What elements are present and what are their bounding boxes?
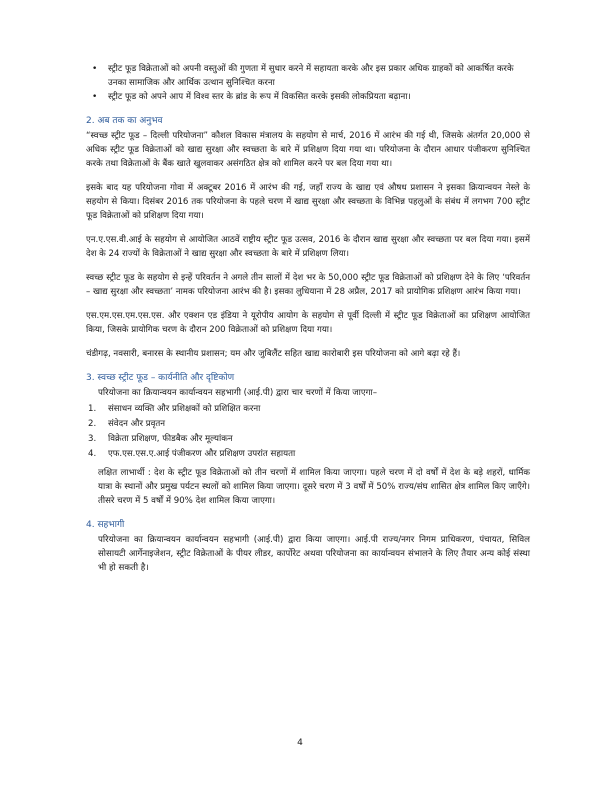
section-2-paragraph-5: एस.एम.एस.एम.एस.एस. और एक्शन एड इंडिया ने यूरोपीय आयोग के सहयोग से पूर्वी दिल्ली में स्ट्रीट फूड विक्रेताओं का प्रशिक्षण आयोजित किया, जिसके प्रायोगिक चरण के दौरान 200 विक्रेताओं को प्रशिक्षण दिया गया। [86,311,530,335]
bullet-dot-icon: • [92,92,98,102]
page-number: 4 [297,738,303,748]
section-2-paragraph-4: स्वच्छ स्ट्रीट फूड के सहयोग से इन्हें परिवर्तन ने अगले तीन सालों में देश भर के 50,000 स्ट्रीट फूड विक्रेताओं को प्रशिक्षण देने के लिए ‘परिवर्तन – खाद्य सुरक्षा और स्वच्छता’ नामक परियोजना आरंभ की है। इसका लुधियाना में 28 अप्रैल, 2017 को प्रायोगिक प्रशिक्षण आरंभ किया गया। [86,273,530,297]
bullet-dot-icon: • [92,64,98,74]
section-4-paragraph: परियोजना का क्रियान्वयन कार्यान्वयन सहभागी (आई.पी) द्वारा किया जाएगा। आई.पी राज्य/नगर निगम प्राधिकरण, पंचायत, सिविल सोसायटी आर्गेनाइजेशन, स्ट्रीट विक्रेताओं के पीयर लीडर, कार्पोरेट अथवा परियोजना का कार्यान्वयन संभालने के लिए तैयार अन्य कोई संस्था भी हो सकती है। [98,535,530,573]
section-2-paragraph-6: चंडीगढ़, नवसारी, बनारस के स्थानीय प्रशासन; यम और जुबिलैंट सहित खाद्य कारोबारी इस परियोजना को आगे बढ़ा रहे हैं। [86,349,461,359]
step-item: 1. संसाधन व्यक्ति और प्रशिक्षकों को प्रशिक्षित करना [88,404,261,414]
section-2-paragraph-1: “स्वच्छ स्ट्रीट फूड – दिल्ली परियोजना” कौशल विकास मंत्रालय के सहयोग से मार्च, 2016 में आरंभ की गई थी, जिसके अंतर्गत 20,000 से अधिक स्ट्रीट फूड विक्रेताओं को खाद्य सुरक्षा और स्वच्छता के बारे में प्रशिक्षण दिया गया था। परियोजना के दौरान आधार पंजीकरण सुनिश्चित करके तथा विक्रेताओं के बैंक खाते खुलवाकर असंगठित क्षेत्र को शामिल करने पर बल दिया गया था। [86,131,530,169]
step-item: 2. संवेदन और प्रवृतन [88,419,166,429]
bullet-item: • स्ट्रीट फूड विक्रेताओं को अपनी वस्तुओं की गुणता में सुधार करने में सहायता करके और इस प्रकार अधिक ग्राहकों को आकर्षित करके उनका सामाजिक और आर्थिक उत्थान सुनिश्चित करना [92,64,514,88]
step-item: 3. विक्रेता प्रशिक्षण, फीडबैक और मूल्यांकन [88,434,233,444]
section-3-target-beneficiaries: लक्षित लाभार्थी : देश के स्ट्रीट फूड विक्रेताओं को तीन चरणों में शामिल किया जाएगा। पहले चरण में दो वर्षों में देश के बड़े शहरों, धार्मिक यात्रा के स्थानों और प्रमुख पर्यटन स्थलों को शामिल किया जाएगा। दूसरे चरण में 3 वर्षों में 50% राज्य/संघ शासित क्षेत्र शामिल किए जाएँगे। तीसरे चरण में 5 वर्षों में 90% देश शामिल किया जाएगा। [98,468,530,506]
section-3-heading: 3. स्वच्छ स्ट्रीट फूड – कार्यनीति और दृष्टिकोण [86,373,235,383]
section-4-heading: 4. सहभागी [86,520,125,530]
page-content [86,62,530,575]
section-3-steps [86,402,530,462]
section-2-paragraph-2: इसके बाद यह परियोजना गोवा में अक्टूबर 2016 में आरंभ की गई, जहाँ राज्य के खाद्य एवं औषध प्रशासन ने इसका क्रियान्वयन नेस्ले के सहयोग से किया। दिसंबर 2016 तक परियोजना के पहले चरण में खाद्य सुरक्षा और स्वच्छता के विभिन्न पहलुओं के संबंध में लगभग 700 स्ट्रीट फूड विक्रेताओं को प्रशिक्षण दिया गया। [86,183,530,221]
step-item: 4. एफ.एस.एस.ए.आई पंजीकरण और प्रशिक्षण उपरांत सहायता [88,449,296,459]
bullet-item: • स्ट्रीट फूड को अपने आप में विश्व स्तर के ब्रांड के रूप में विकसित करके इसकी लोकप्रियता बढ़ाना। [92,92,411,102]
intro-bullet-list [86,62,530,104]
section-3-intro: परियोजना का क्रियान्वयन कार्यान्वयन सहभागी (आई.पी) द्वारा चार चरणों में किया जाएगा– [98,388,378,398]
section-2-paragraph-3: एन.ए.एस.वी.आई के सहयोग से आयोजित आठवें राष्ट्रीय स्ट्रीट फूड उत्सव, 2016 के दौरान खाद्य सुरक्षा और स्वच्छता पर बल दिया गया। इसमें देश के 24 राज्यों के विक्रेताओं ने खाद्य सुरक्षा और स्वच्छता के बारे में प्रशिक्षण लिया। [86,235,530,259]
section-2-heading: 2. अब तक का अनुभव [86,116,163,126]
